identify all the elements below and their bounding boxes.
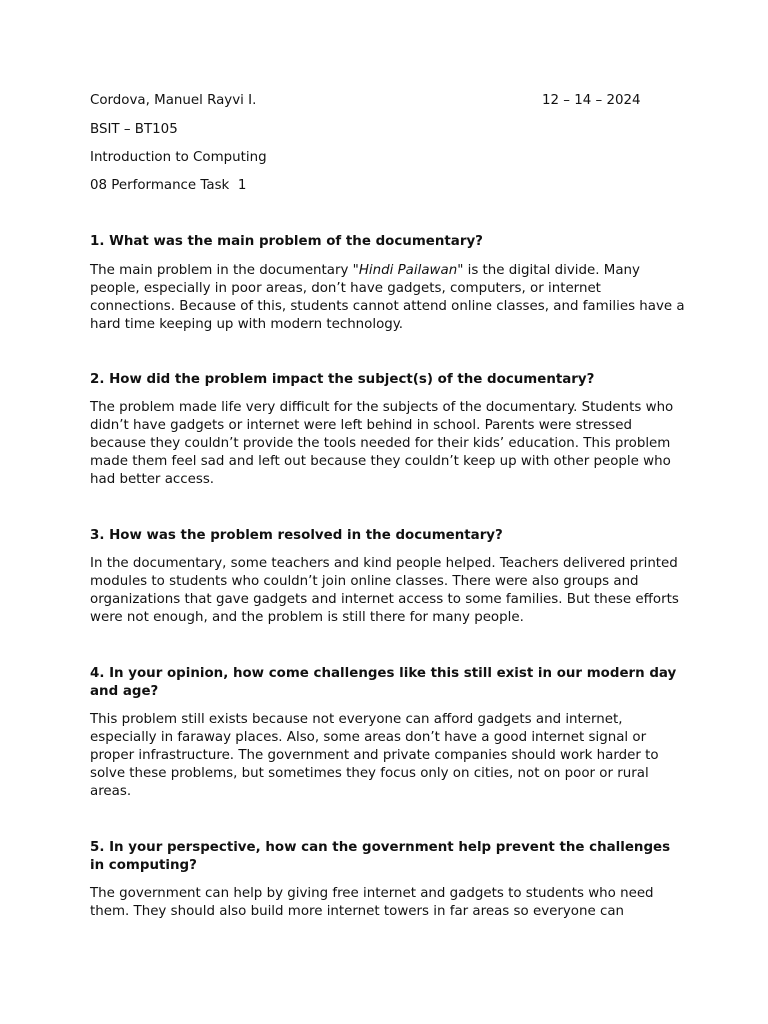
documentary-title: Hindi Pailawan <box>358 263 458 278</box>
answer-3: In the documentary, some teachers and kind people helped. Teachers delivered printed modules to students who couldn’t join online classes. There were also groups and organizations that gave gadgets and internet access to some families. But these efforts were not enough, and the problem is still there for many people. <box>90 556 679 625</box>
student-name: Cordova, Manuel Rayvi I. <box>90 93 257 108</box>
answer-1-text-end: " is the digital divide. Many people, especially in poor areas, don’t have gadgets, computers, or internet connections. Because of this, students cannot attend online classes, and families have a hard time keeping up with modern technology. <box>90 263 685 332</box>
question-3: 3. How was the problem resolved in the documentary? <box>90 528 503 543</box>
question-4: 4. In your opinion, how come challenges like this still exist in our modern day and age? <box>90 666 677 699</box>
submission-date: 12 – 14 – 2024 <box>542 93 641 108</box>
answer-5: The government can help by giving free internet and gadgets to students who need them. They should also build more internet towers in far areas so everyone can <box>90 886 654 919</box>
course-name: Introduction to Computing <box>90 150 267 165</box>
task-title: 08 Performance Task 1 <box>90 178 247 193</box>
answer-1-text-start: The main problem in the documentary " <box>90 263 359 278</box>
answer-2: The problem made life very difficult for the subjects of the documentary. Students who didn’t have gadgets or internet were left behind in school. Parents were stressed because they couldn’t provide the tools needed for their kids’ education. This problem made them feel sad and left out because they couldn’t keep up with other people who had better access. <box>90 400 674 487</box>
question-5: 5. In your perspective, how can the government help prevent the challenges in computing? <box>90 840 671 873</box>
section-code: BSIT – BT105 <box>90 122 178 137</box>
question-1: 1. What was the main problem of the documentary? <box>90 234 483 249</box>
answer-1 <box>90 262 690 334</box>
question-2: 2. How did the problem impact the subject(s) of the documentary? <box>90 372 595 387</box>
answer-4: This problem still exists because not everyone can afford gadgets and internet, especially in faraway places. Also, some areas don’t have a good internet signal or proper infrastructure. The government and private companies should work harder to solve these problems, but sometimes they focus only on cities, not on poor or rural areas. <box>90 712 659 799</box>
